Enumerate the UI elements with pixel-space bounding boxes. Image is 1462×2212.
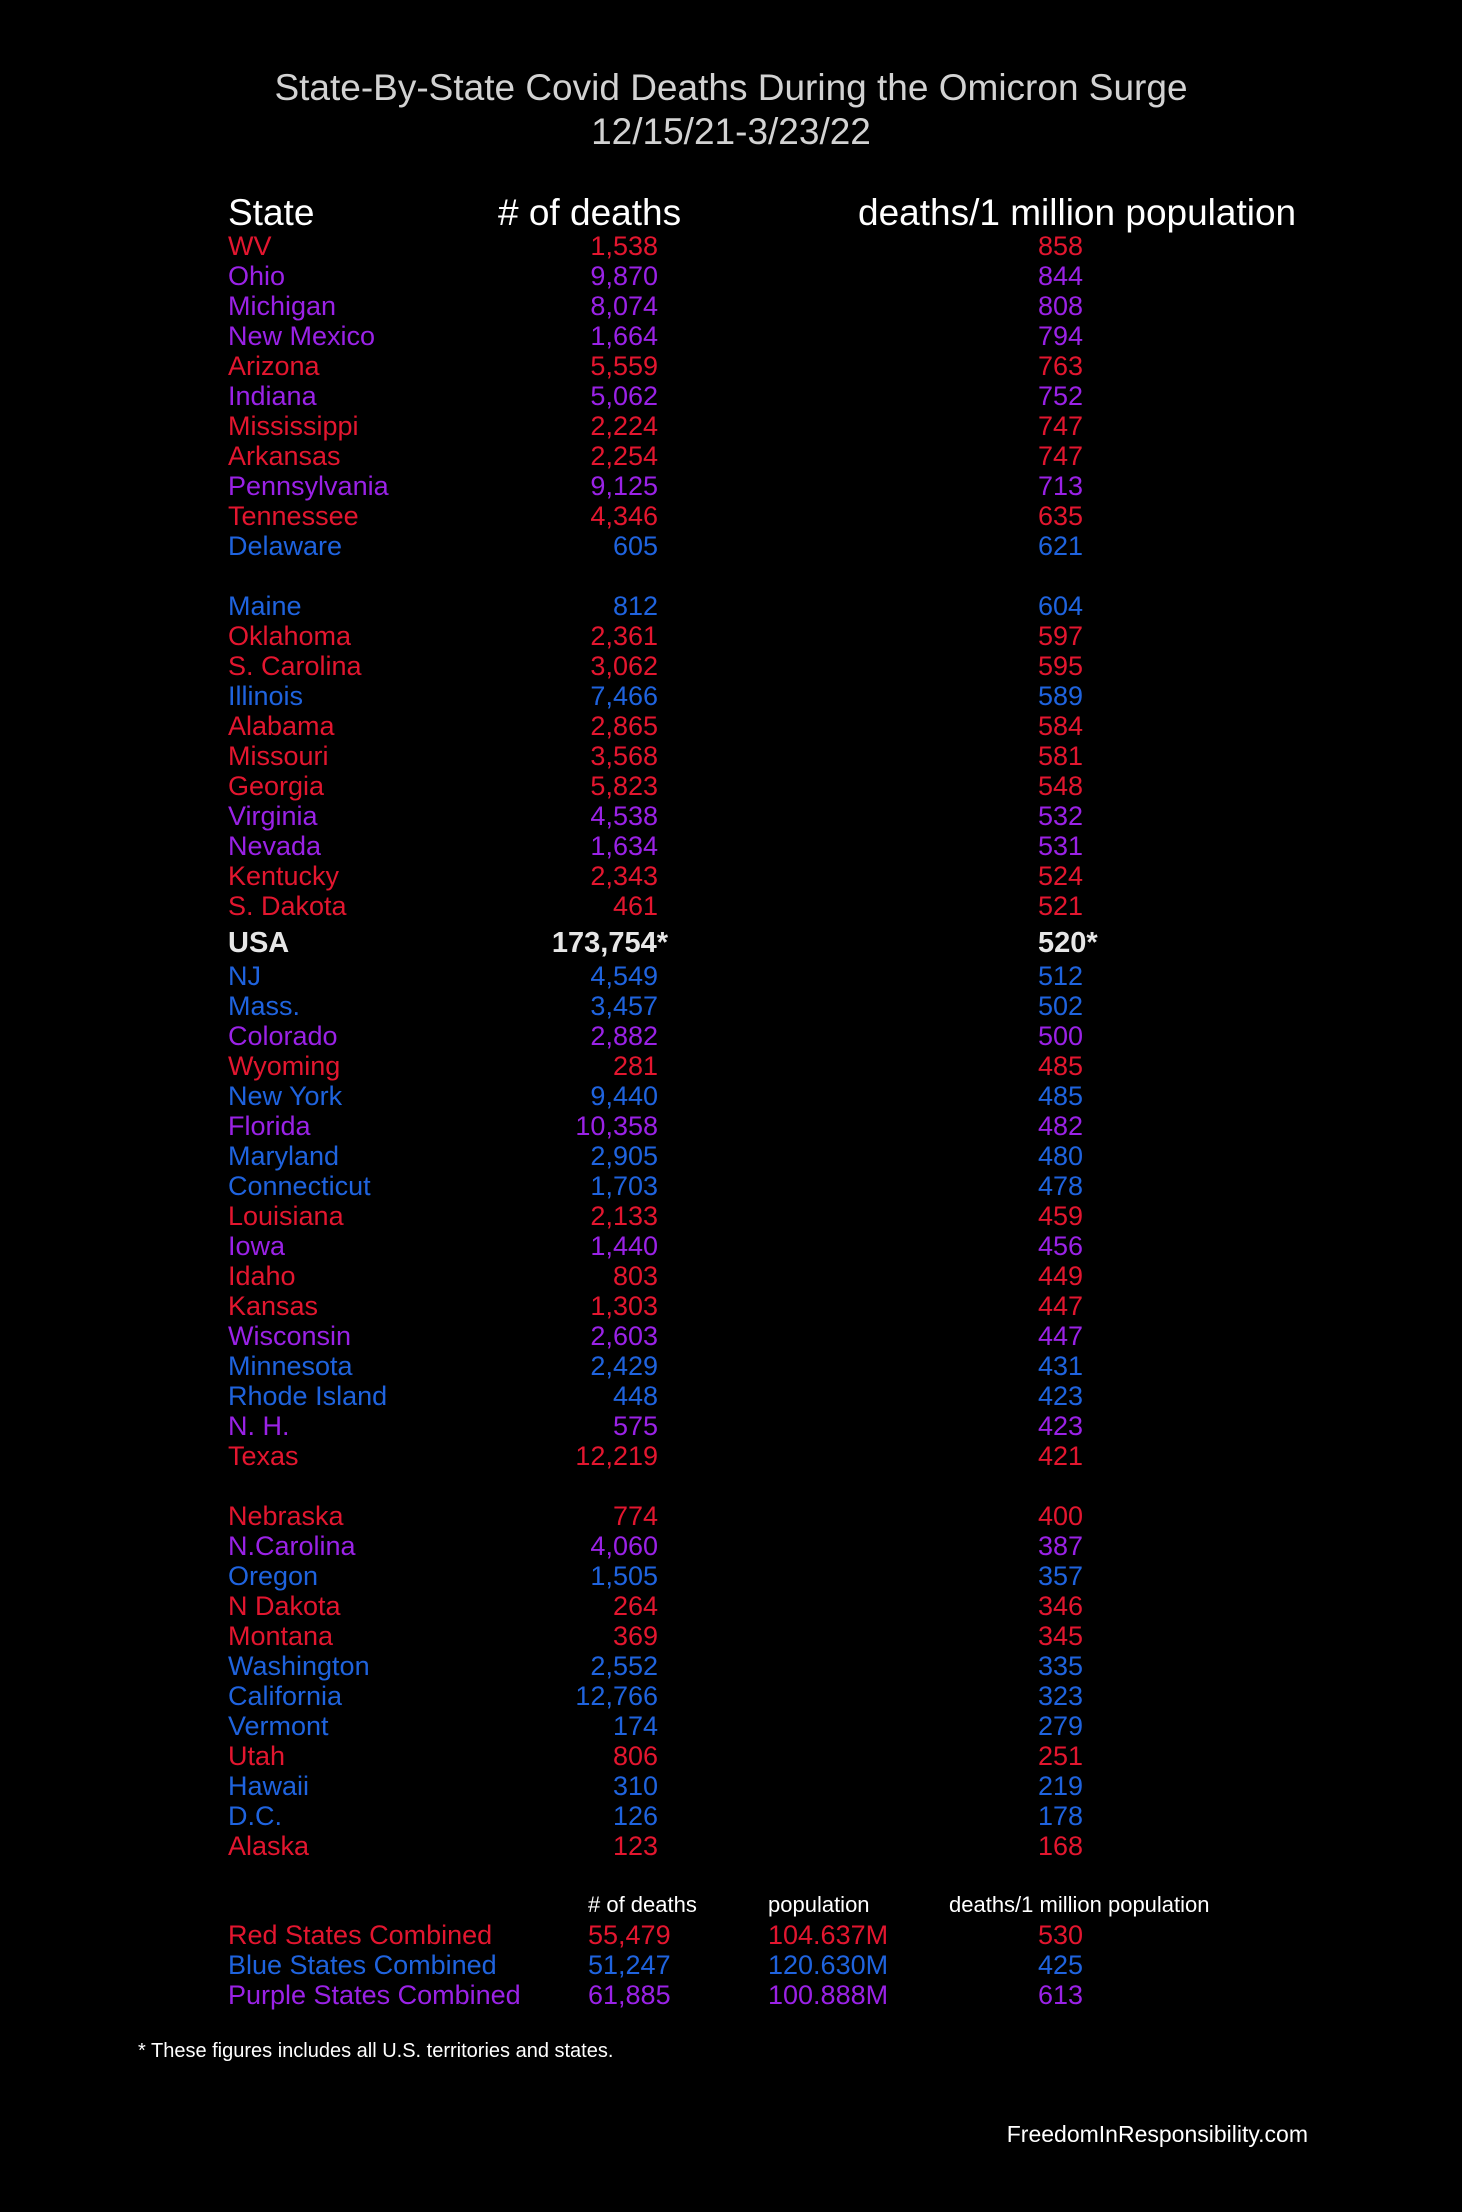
- death-count: 1,703: [590, 1171, 658, 1201]
- combined-table: [0, 1890, 1462, 2010]
- death-count: 4,549: [590, 961, 658, 991]
- death-rate: 502: [1038, 991, 1084, 1021]
- group-population: 120.630M: [768, 1950, 889, 1980]
- death-count: 605: [612, 531, 658, 561]
- death-rate: 635: [1038, 501, 1084, 531]
- footnote: * These figures includes all U.S. territories and states.: [138, 2040, 614, 2062]
- death-count: 812: [612, 591, 658, 621]
- death-rate: 747: [1038, 441, 1084, 471]
- table-row: [0, 1381, 1462, 1411]
- table-row: [0, 1141, 1462, 1171]
- death-count: 1,538: [590, 231, 658, 261]
- table-row: [0, 1681, 1462, 1711]
- group-label: Blue States Combined: [228, 1950, 497, 1980]
- table-row: [0, 1831, 1462, 1861]
- table-row: [0, 1561, 1462, 1591]
- table-row: [0, 591, 1462, 621]
- death-rate: 524: [1038, 861, 1084, 891]
- death-count: 281: [612, 1051, 658, 1081]
- death-count: 2,361: [590, 621, 658, 651]
- state-name: Oregon: [228, 1561, 319, 1591]
- state-name: Michigan: [228, 291, 337, 321]
- death-rate: 456: [1038, 1231, 1084, 1261]
- table-row: [0, 961, 1462, 991]
- state-name: Hawaii: [228, 1771, 310, 1801]
- death-rate: 512: [1038, 961, 1084, 991]
- group-population: 104.637M: [768, 1920, 889, 1950]
- state-name: Texas: [228, 1441, 299, 1471]
- death-rate: 346: [1038, 1591, 1084, 1621]
- group-deaths: 61,885: [588, 1980, 671, 2010]
- column-header-state: State: [228, 192, 315, 233]
- death-count: 1,303: [590, 1291, 658, 1321]
- group-deaths: 51,247: [588, 1950, 671, 1980]
- death-rate: 279: [1038, 1711, 1084, 1741]
- table-row: [0, 351, 1462, 381]
- death-count: 4,060: [590, 1531, 658, 1561]
- state-name: Kansas: [228, 1291, 319, 1321]
- table-row: [0, 321, 1462, 351]
- table-row: [0, 741, 1462, 771]
- death-count: 2,865: [590, 711, 658, 741]
- death-count: 3,457: [590, 991, 658, 1021]
- column-header-rate: deaths/1 million population: [858, 192, 1297, 233]
- death-rate: 844: [1038, 261, 1084, 291]
- table-row: [0, 381, 1462, 411]
- death-rate: 763: [1038, 351, 1084, 381]
- site-credit: FreedomInResponsibility.com: [1006, 2121, 1308, 2147]
- death-rate: 400: [1038, 1501, 1084, 1531]
- table-row: [0, 711, 1462, 741]
- death-rate: 357: [1038, 1561, 1084, 1591]
- state-name: Louisiana: [228, 1201, 344, 1231]
- group-label: Red States Combined: [228, 1920, 493, 1950]
- death-count: 7,466: [590, 681, 658, 711]
- death-rate: 345: [1038, 1621, 1084, 1651]
- state-name: Nebraska: [228, 1501, 344, 1531]
- death-count: 5,062: [590, 381, 658, 411]
- table-row: [0, 1171, 1462, 1201]
- death-rate: 548: [1038, 771, 1084, 801]
- state-name: Iowa: [228, 1231, 286, 1261]
- death-rate: 459: [1038, 1201, 1084, 1231]
- table-row: [0, 1261, 1462, 1291]
- death-count: 9,125: [590, 471, 658, 501]
- death-rate: 423: [1038, 1411, 1084, 1441]
- death-count: 126: [612, 1801, 658, 1831]
- state-name: Wyoming: [228, 1051, 341, 1081]
- death-rate: 449: [1038, 1261, 1084, 1291]
- death-rate: 597: [1038, 621, 1084, 651]
- state-name: Alaska: [228, 1831, 310, 1861]
- death-count: 5,559: [590, 351, 658, 381]
- table-row: [0, 991, 1462, 1021]
- death-count: 10,358: [575, 1111, 658, 1141]
- death-rate: 532: [1038, 801, 1084, 831]
- death-rate: 219: [1038, 1771, 1084, 1801]
- state-name: Mass.: [228, 991, 301, 1021]
- death-count: 806: [612, 1741, 658, 1771]
- death-count: 803: [612, 1261, 658, 1291]
- death-count: 2,603: [590, 1321, 658, 1351]
- death-count: 575: [612, 1411, 658, 1441]
- death-count: 1,664: [590, 321, 658, 351]
- group-deaths: 55,479: [588, 1920, 671, 1950]
- state-name: Virginia: [228, 801, 318, 831]
- death-count: 2,254: [590, 441, 658, 471]
- group-population: 100.888M: [768, 1980, 889, 2010]
- table-row: [0, 1051, 1462, 1081]
- state-name: Utah: [228, 1741, 286, 1771]
- death-count: 2,882: [590, 1021, 658, 1051]
- table-row: [0, 801, 1462, 831]
- death-rate: 752: [1038, 381, 1084, 411]
- state-name: Missouri: [228, 741, 329, 771]
- state-name: Washington: [228, 1651, 370, 1681]
- table-row: [0, 1321, 1462, 1351]
- combined-row: [0, 1980, 1462, 2010]
- death-count: 2,343: [590, 861, 658, 891]
- state-name: N. H.: [228, 1411, 290, 1441]
- combined-rows: [0, 1920, 1462, 2010]
- table-row: [0, 681, 1462, 711]
- death-rate: 447: [1038, 1321, 1084, 1351]
- state-name: NJ: [228, 961, 261, 991]
- death-rate: 584: [1038, 711, 1084, 741]
- combined-header-rate: deaths/1 million population: [949, 1892, 1210, 1917]
- combined-header-row: [0, 1890, 1462, 1920]
- death-rate: 521: [1038, 891, 1084, 921]
- state-name: Alabama: [228, 711, 335, 741]
- death-count: 4,346: [590, 501, 658, 531]
- state-name: N.Carolina: [228, 1531, 356, 1561]
- death-rate: 421: [1038, 1441, 1084, 1471]
- death-count: 461: [612, 891, 658, 921]
- death-rate: 794: [1038, 321, 1084, 351]
- combined-row: [0, 1950, 1462, 1980]
- death-rate: 581: [1038, 741, 1084, 771]
- usa-total-row: [0, 925, 1462, 961]
- death-count: 1,505: [590, 1561, 658, 1591]
- table-row: [0, 1201, 1462, 1231]
- state-name: Maryland: [228, 1141, 340, 1171]
- death-rate: 531: [1038, 831, 1084, 861]
- state-name: New York: [228, 1081, 343, 1111]
- state-name: Ohio: [228, 261, 286, 291]
- death-rate: 251: [1038, 1741, 1084, 1771]
- state-name: Connecticut: [228, 1171, 371, 1201]
- death-count: 3,062: [590, 651, 658, 681]
- death-count: 2,224: [590, 411, 658, 441]
- table-row: [0, 531, 1462, 561]
- death-count: 173,754*: [551, 927, 668, 959]
- state-name: New Mexico: [228, 321, 376, 351]
- death-count: 448: [612, 1381, 658, 1411]
- state-name: Mississippi: [228, 411, 359, 441]
- death-count: 5,823: [590, 771, 658, 801]
- state-name: Minnesota: [228, 1351, 353, 1381]
- state-name: Oklahoma: [228, 621, 352, 651]
- table-row: [0, 1591, 1462, 1621]
- state-name: WV: [228, 231, 272, 261]
- state-name: Kentucky: [228, 861, 340, 891]
- state-table: [0, 231, 1462, 1861]
- table-row: [0, 1711, 1462, 1741]
- table-row: [0, 771, 1462, 801]
- group-rate: 425: [1038, 1950, 1084, 1980]
- death-rate: 178: [1038, 1801, 1084, 1831]
- death-rate: 480: [1038, 1141, 1084, 1171]
- death-count: 774: [612, 1501, 658, 1531]
- death-rate: 858: [1038, 231, 1084, 261]
- death-count: 12,219: [575, 1441, 658, 1471]
- death-rate: 604: [1038, 591, 1084, 621]
- death-count: 2,552: [590, 1651, 658, 1681]
- table-row: [0, 1501, 1462, 1531]
- death-rate: 335: [1038, 1651, 1084, 1681]
- death-count: 310: [612, 1771, 658, 1801]
- group-rate: 613: [1038, 1980, 1084, 2010]
- table-row: [0, 1351, 1462, 1381]
- state-name: Georgia: [228, 771, 325, 801]
- state-name: Arizona: [228, 351, 320, 381]
- death-rate: 713: [1038, 471, 1084, 501]
- death-count: 369: [612, 1621, 658, 1651]
- death-rate: 520*: [1038, 927, 1098, 959]
- death-rate: 478: [1038, 1171, 1084, 1201]
- death-count: 4,538: [590, 801, 658, 831]
- table-row: [0, 1441, 1462, 1471]
- death-count: 8,074: [590, 291, 658, 321]
- death-rate: 387: [1038, 1531, 1084, 1561]
- state-name: Tennessee: [228, 501, 359, 531]
- death-count: 1,440: [590, 1231, 658, 1261]
- state-name: Indiana: [228, 381, 317, 411]
- state-name: S. Carolina: [228, 651, 362, 681]
- table-row: [0, 651, 1462, 681]
- state-name: Florida: [228, 1111, 311, 1141]
- death-rate: 447: [1038, 1291, 1084, 1321]
- combined-header-population: population: [768, 1892, 870, 1917]
- state-name: USA: [228, 927, 290, 959]
- table-row: [0, 261, 1462, 291]
- state-name: Montana: [228, 1621, 334, 1651]
- state-name: Maine: [228, 591, 302, 621]
- table-row: [0, 891, 1462, 921]
- death-count: 3,568: [590, 741, 658, 771]
- table-row: [0, 1081, 1462, 1111]
- death-rate: 589: [1038, 681, 1084, 711]
- table-row: [0, 1621, 1462, 1651]
- state-name: Pennsylvania: [228, 471, 389, 501]
- death-count: 174: [612, 1711, 658, 1741]
- state-name: Idaho: [228, 1261, 296, 1291]
- death-rate: 168: [1038, 1831, 1084, 1861]
- death-count: 2,429: [590, 1351, 658, 1381]
- state-name: Vermont: [228, 1711, 329, 1741]
- death-rate: 423: [1038, 1381, 1084, 1411]
- state-name: Illinois: [228, 681, 304, 711]
- death-count: 12,766: [575, 1681, 658, 1711]
- state-name: Wisconsin: [228, 1321, 352, 1351]
- table-row: [0, 621, 1462, 651]
- date-range-subtitle: 12/15/21-3/23/22: [591, 111, 871, 152]
- table-row: [0, 1111, 1462, 1141]
- death-count: 2,133: [590, 1201, 658, 1231]
- death-count: 9,870: [590, 261, 658, 291]
- table-row: [0, 1411, 1462, 1441]
- page-title: State-By-State Covid Deaths During the Omicron Surge: [274, 67, 1188, 108]
- death-count: 264: [612, 1591, 658, 1621]
- death-count: 123: [612, 1831, 658, 1861]
- death-rate: 747: [1038, 411, 1084, 441]
- death-rate: 500: [1038, 1021, 1084, 1051]
- death-rate: 485: [1038, 1051, 1084, 1081]
- state-name: Colorado: [228, 1021, 338, 1051]
- state-name: D.C.: [228, 1801, 282, 1831]
- table-row: [0, 1291, 1462, 1321]
- table-row: [0, 411, 1462, 441]
- death-rate: 323: [1038, 1681, 1084, 1711]
- table-row: [0, 1531, 1462, 1561]
- table-row: [0, 291, 1462, 321]
- table-row: [0, 231, 1462, 261]
- table-row: [0, 501, 1462, 531]
- death-rate: 595: [1038, 651, 1084, 681]
- death-count: 1,634: [590, 831, 658, 861]
- table-row: [0, 1021, 1462, 1051]
- state-name: Delaware: [228, 531, 343, 561]
- state-name: S. Dakota: [228, 891, 347, 921]
- group-label: Purple States Combined: [228, 1980, 521, 2010]
- state-name: N Dakota: [228, 1591, 341, 1621]
- death-rate: 621: [1038, 531, 1084, 561]
- column-header-deaths: # of deaths: [498, 192, 682, 233]
- death-rate: 482: [1038, 1111, 1084, 1141]
- combined-header-deaths: # of deaths: [588, 1892, 697, 1917]
- death-rate: 808: [1038, 291, 1084, 321]
- table-row: [0, 1231, 1462, 1261]
- state-name: California: [228, 1681, 343, 1711]
- state-name: Nevada: [228, 831, 322, 861]
- table-row: [0, 1741, 1462, 1771]
- table-row: [0, 861, 1462, 891]
- death-count: 9,440: [590, 1081, 658, 1111]
- death-rate: 431: [1038, 1351, 1084, 1381]
- table-row: [0, 1801, 1462, 1831]
- state-name: Arkansas: [228, 441, 341, 471]
- table-row: [0, 1651, 1462, 1681]
- death-count: 2,905: [590, 1141, 658, 1171]
- state-name: Rhode Island: [228, 1381, 388, 1411]
- death-rate: 485: [1038, 1081, 1084, 1111]
- table-row: [0, 831, 1462, 861]
- table-row: [0, 471, 1462, 501]
- table-row: [0, 441, 1462, 471]
- group-rate: 530: [1038, 1920, 1084, 1950]
- table-row: [0, 1771, 1462, 1801]
- combined-row: [0, 1920, 1462, 1950]
